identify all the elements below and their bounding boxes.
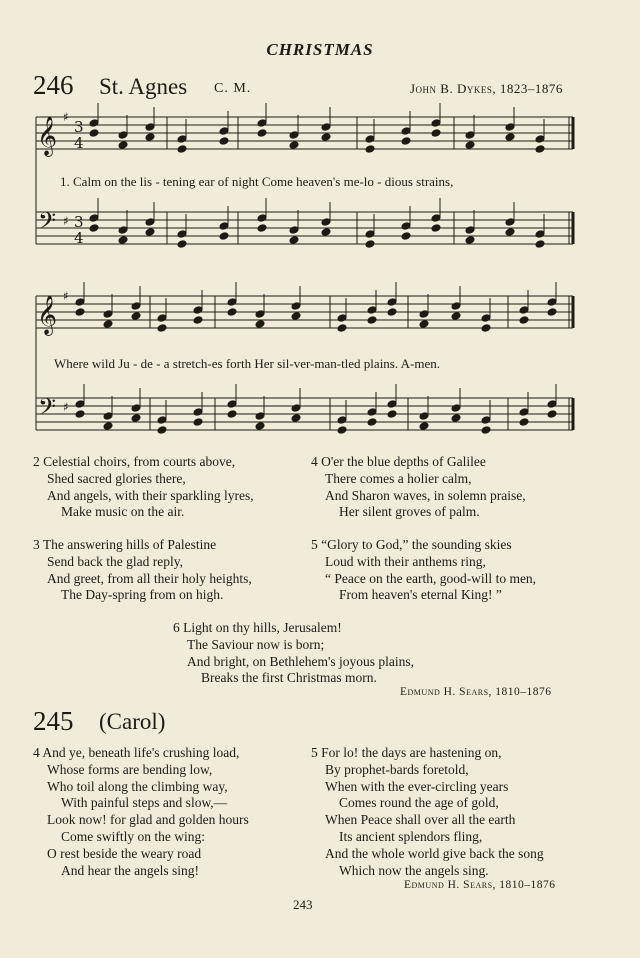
note-head bbox=[431, 224, 441, 233]
page-number: 243 bbox=[293, 897, 313, 912]
note-head bbox=[289, 131, 299, 140]
note-head bbox=[387, 400, 397, 409]
stanza-4 bbox=[33, 745, 249, 879]
note-head bbox=[419, 310, 429, 319]
note-head bbox=[451, 312, 461, 321]
stanza-line: Her silent groves of palm. bbox=[339, 504, 480, 520]
note-head bbox=[131, 302, 141, 311]
stanza-6 bbox=[173, 620, 414, 687]
note-head bbox=[291, 414, 301, 423]
stanza-line: And angels, with their sparkling lyres, bbox=[47, 487, 254, 503]
note-head bbox=[387, 298, 397, 307]
note-head bbox=[519, 418, 529, 427]
stanza-line: Come swiftly on the wing: bbox=[61, 828, 205, 844]
note-head bbox=[505, 228, 515, 237]
stanza-line: When Peace shall over all the earth bbox=[325, 812, 516, 828]
note-head bbox=[365, 230, 375, 239]
note-head bbox=[255, 310, 265, 319]
stanza-line: O rest beside the weary road bbox=[47, 845, 202, 861]
stanza-line: 4 O'er the blue depths of Galilee bbox=[311, 454, 486, 469]
note-head bbox=[419, 422, 429, 431]
stanza-line: And Sharon waves, in solemn praise, bbox=[325, 487, 526, 503]
author-credit: Edmund H. Sears, 1810–1876 bbox=[404, 879, 556, 891]
note-head bbox=[321, 133, 331, 142]
note-head bbox=[257, 119, 267, 128]
stanza-line: Send back the glad reply, bbox=[47, 553, 183, 569]
sharp-icon: ♯ bbox=[63, 110, 69, 124]
stanza-line: The Day-spring from on high. bbox=[61, 587, 224, 603]
note-head bbox=[337, 324, 347, 333]
sharp-icon: ♯ bbox=[63, 214, 69, 228]
stanza-line: Make music on the air. bbox=[61, 504, 185, 520]
note-head bbox=[193, 316, 203, 325]
note-head bbox=[177, 230, 187, 239]
note-head bbox=[257, 129, 267, 138]
bass-clef-icon: 𝄢 bbox=[38, 393, 57, 426]
note-head bbox=[465, 141, 475, 150]
note-head bbox=[535, 230, 545, 239]
note-head bbox=[257, 214, 267, 223]
note-head bbox=[193, 408, 203, 417]
note-head bbox=[505, 218, 515, 227]
note-head bbox=[547, 298, 557, 307]
stanza-line: Loud with their anthems ring, bbox=[325, 553, 486, 569]
note-head bbox=[89, 224, 99, 233]
stanza-line: “ Peace on the earth, good-will to men, bbox=[325, 570, 537, 586]
note-head bbox=[481, 426, 491, 435]
hymn-title: (Carol) bbox=[99, 709, 166, 734]
note-head bbox=[118, 141, 128, 150]
treble-clef-icon: 𝄞 bbox=[37, 116, 58, 156]
stanza-line: Its ancient splendors fling, bbox=[339, 828, 483, 844]
note-head bbox=[419, 412, 429, 421]
note-head bbox=[465, 226, 475, 235]
meter: C. M. bbox=[214, 81, 252, 96]
section-heading: CHRISTMAS bbox=[266, 40, 374, 59]
note-head bbox=[519, 408, 529, 417]
note-head bbox=[118, 236, 128, 245]
note-head bbox=[75, 298, 85, 307]
note-head bbox=[535, 135, 545, 144]
note-head bbox=[89, 119, 99, 128]
note-head bbox=[289, 236, 299, 245]
note-head bbox=[321, 218, 331, 227]
note-head bbox=[193, 418, 203, 427]
music-score bbox=[0, 0, 640, 460]
note-head bbox=[337, 426, 347, 435]
stanza-2 bbox=[33, 454, 254, 521]
note-head bbox=[177, 240, 187, 249]
sharp-icon: ♯ bbox=[63, 400, 69, 414]
note-head bbox=[367, 408, 377, 417]
note-head bbox=[145, 228, 155, 237]
note-head bbox=[481, 324, 491, 333]
note-head bbox=[75, 308, 85, 317]
note-head bbox=[289, 226, 299, 235]
author-credit: Edmund H. Sears, 1810–1876 bbox=[400, 686, 552, 698]
note-head bbox=[291, 404, 301, 413]
stanza-line: Comes round the age of gold, bbox=[339, 795, 499, 811]
note-head bbox=[291, 302, 301, 311]
treble-clef-icon: 𝄞 bbox=[37, 295, 58, 335]
note-head bbox=[227, 400, 237, 409]
note-head bbox=[89, 214, 99, 223]
stanza-line: And bright, on Bethlehem's joyous plains, bbox=[187, 653, 415, 669]
note-head bbox=[255, 412, 265, 421]
stanza-line: And greet, from all their holy heights, bbox=[47, 570, 252, 586]
note-head bbox=[465, 131, 475, 140]
lyric-line-2: Where wild Ju - de - a stretch-es forth Her sil-ver-man-tled plains. A-men. bbox=[54, 356, 440, 371]
note-head bbox=[505, 123, 515, 132]
stanza-line: 6 Light on thy hills, Jerusalem! bbox=[173, 620, 342, 635]
note-head bbox=[547, 308, 557, 317]
tune-name: St. Agnes bbox=[99, 74, 188, 99]
note-head bbox=[419, 320, 429, 329]
stanza-line: 2 Celestial choirs, from courts above, bbox=[33, 454, 236, 469]
note-head bbox=[465, 236, 475, 245]
note-head bbox=[337, 314, 347, 323]
note-head bbox=[157, 416, 167, 425]
note-head bbox=[145, 123, 155, 132]
note-head bbox=[451, 414, 461, 423]
stanza-line: Look now! for glad and golden hours bbox=[47, 812, 249, 828]
stanza-3 bbox=[33, 537, 252, 604]
note-head bbox=[227, 410, 237, 419]
note-head bbox=[519, 306, 529, 315]
stanza-line: Whose forms are bending low, bbox=[47, 761, 213, 777]
stanza-line: By prophet-bards foretold, bbox=[325, 761, 469, 777]
note-head bbox=[291, 312, 301, 321]
stanza-line: Breaks the first Christmas morn. bbox=[201, 670, 377, 686]
time-signature: 3 bbox=[74, 118, 84, 136]
note-head bbox=[89, 129, 99, 138]
note-head bbox=[131, 312, 141, 321]
note-head bbox=[365, 240, 375, 249]
note-head bbox=[255, 422, 265, 431]
note-head bbox=[547, 400, 557, 409]
note-head bbox=[367, 306, 377, 315]
note-head bbox=[505, 133, 515, 142]
note-head bbox=[177, 135, 187, 144]
note-head bbox=[219, 222, 229, 231]
composer-credit: John B. Dykes, 1823–1876 bbox=[410, 81, 563, 96]
stanza-line: There comes a holier calm, bbox=[325, 470, 472, 486]
note-head bbox=[451, 302, 461, 311]
note-head bbox=[367, 316, 377, 325]
note-head bbox=[103, 320, 113, 329]
note-head bbox=[451, 404, 461, 413]
note-head bbox=[535, 240, 545, 249]
stanza-line: Shed sacred glories there, bbox=[47, 470, 186, 486]
note-head bbox=[75, 410, 85, 419]
note-head bbox=[103, 310, 113, 319]
note-head bbox=[227, 308, 237, 317]
note-head bbox=[118, 131, 128, 140]
stanza-line: From heaven's eternal King! ” bbox=[339, 587, 502, 603]
time-signature: 4 bbox=[74, 229, 84, 247]
note-head bbox=[157, 314, 167, 323]
stanza-line: 3 The answering hills of Palestine bbox=[33, 537, 217, 552]
note-head bbox=[367, 418, 377, 427]
stanza-line: The Saviour now is born; bbox=[187, 636, 325, 652]
note-head bbox=[103, 422, 113, 431]
note-head bbox=[157, 324, 167, 333]
bass-clef-icon: 𝄢 bbox=[38, 207, 57, 240]
note-head bbox=[401, 127, 411, 136]
note-head bbox=[321, 228, 331, 237]
stanza-4 bbox=[311, 454, 526, 521]
note-head bbox=[547, 410, 557, 419]
note-head bbox=[157, 426, 167, 435]
note-head bbox=[401, 137, 411, 146]
note-head bbox=[535, 145, 545, 154]
note-head bbox=[131, 414, 141, 423]
note-head bbox=[321, 123, 331, 132]
note-head bbox=[401, 222, 411, 231]
note-head bbox=[145, 218, 155, 227]
time-signature: 4 bbox=[74, 134, 84, 152]
note-head bbox=[219, 232, 229, 241]
stanza-line: 4 And ye, beneath life's crushing load, bbox=[33, 745, 240, 760]
note-head bbox=[177, 145, 187, 154]
stanza-5 bbox=[311, 745, 544, 879]
time-signature: 3 bbox=[74, 213, 84, 231]
note-head bbox=[255, 320, 265, 329]
note-head bbox=[387, 308, 397, 317]
note-head bbox=[481, 416, 491, 425]
note-head bbox=[193, 306, 203, 315]
note-head bbox=[103, 412, 113, 421]
note-head bbox=[219, 127, 229, 136]
sharp-icon: ♯ bbox=[63, 289, 69, 303]
note-head bbox=[75, 400, 85, 409]
note-head bbox=[365, 135, 375, 144]
note-head bbox=[519, 316, 529, 325]
note-head bbox=[131, 404, 141, 413]
stanza-5 bbox=[311, 537, 536, 604]
stanza-line: And hear the angels sing! bbox=[61, 862, 199, 878]
stanza-line: Who toil along the climbing way, bbox=[47, 778, 228, 794]
note-head bbox=[219, 137, 229, 146]
stanza-line: 5 “Glory to God,” the sounding skies bbox=[311, 537, 512, 552]
hymn-number: 245 bbox=[33, 706, 74, 736]
note-head bbox=[257, 224, 267, 233]
note-head bbox=[145, 133, 155, 142]
lyric-line-1: 1. Calm on the lis - tening ear of night Come heaven's me-lo - dious strains, bbox=[60, 174, 454, 189]
note-head bbox=[365, 145, 375, 154]
note-head bbox=[227, 298, 237, 307]
note-head bbox=[431, 129, 441, 138]
note-head bbox=[289, 141, 299, 150]
note-head bbox=[118, 226, 128, 235]
note-head bbox=[401, 232, 411, 241]
note-head bbox=[387, 410, 397, 419]
note-head bbox=[431, 119, 441, 128]
stanza-line: When with the ever-circling years bbox=[325, 778, 509, 794]
stanza-line: Which now the angels sing. bbox=[339, 862, 489, 878]
stanza-line: 5 For lo! the days are hastening on, bbox=[311, 745, 502, 760]
note-head bbox=[337, 416, 347, 425]
note-head bbox=[431, 214, 441, 223]
note-head bbox=[481, 314, 491, 323]
stanza-line: With painful steps and slow,— bbox=[61, 795, 228, 811]
hymn-number: 246 bbox=[33, 70, 74, 100]
stanza-line: And the whole world give back the song bbox=[325, 845, 544, 861]
